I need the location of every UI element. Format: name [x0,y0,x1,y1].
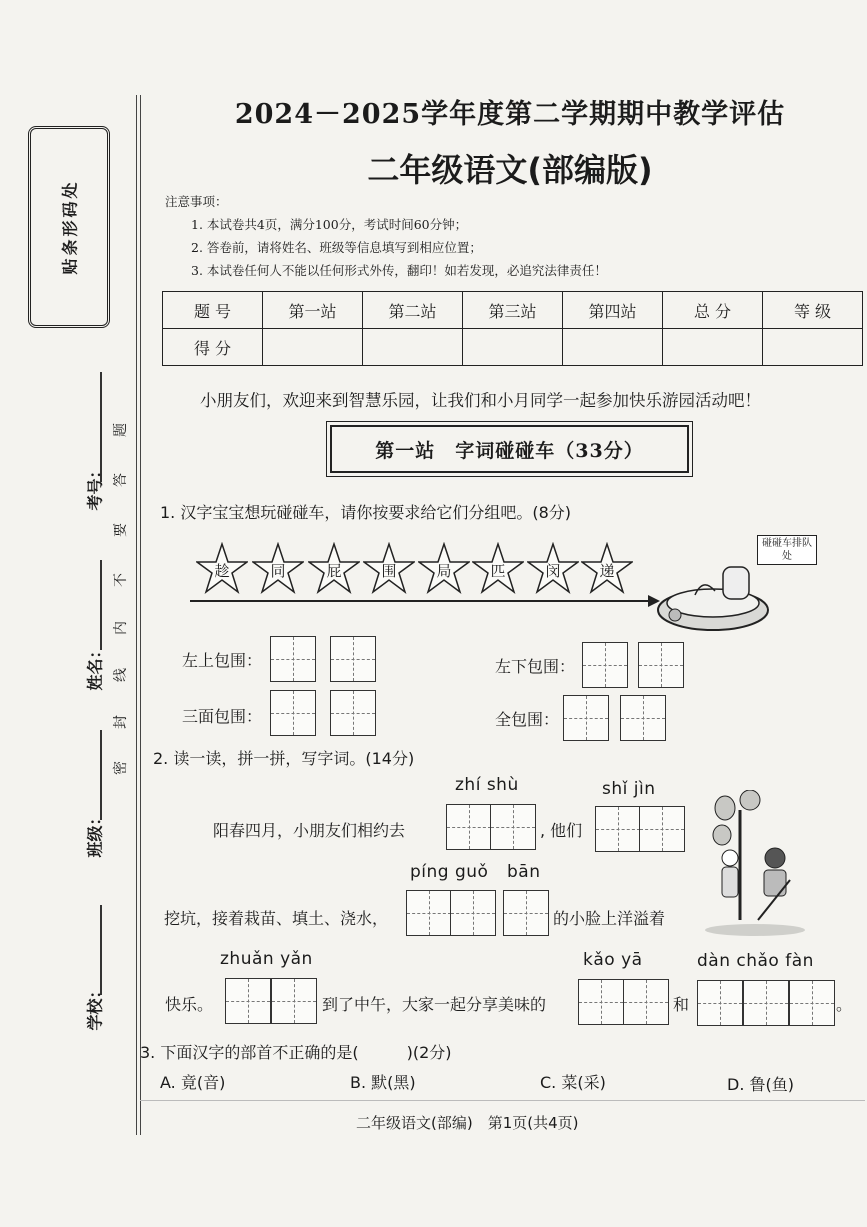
group-label: 左下包围： [495,657,576,676]
car-sign: 碰碰车排队处 [757,535,817,565]
q2-text: , 他们 [540,821,583,840]
star-char [581,542,633,594]
q2-text: 和 [673,995,690,1014]
answer-box[interactable] [330,690,376,736]
answer-box[interactable] [330,636,376,682]
star-char [527,542,579,594]
answer-box[interactable] [270,636,316,682]
q3-option[interactable]: A. 竟(音) [160,1073,226,1092]
seal-char: 封 [113,715,129,729]
q1-prompt: 1. 汉字宝宝想玩碰碰车，请你按要求给它们分组吧。(8分) [160,503,572,522]
answer-box[interactable] [623,979,669,1025]
q2-text: 阳春四月，小朋友们相约去 [213,821,406,840]
q2-text: 挖坑，接着栽苗、填土、浇水， [164,909,389,928]
exam-year-title: 2024－2025学年度第二学期期中教学评估 [234,99,786,130]
star-char-label: 趁 [214,562,230,580]
pinyin: zhí shù [455,775,519,795]
answer-box[interactable] [582,642,628,688]
note-item: 1. 本试卷共4页，满分100分，考试时间60分钟； [191,217,468,232]
score-header-cell: 等 级 [763,292,863,329]
star-char-label: 局 [436,562,452,580]
star-char [418,542,470,594]
section-banner: 第一站 字词碰碰车（33分） [330,425,689,473]
score-header-cell: 第三站 [463,292,563,329]
score-cell[interactable] [663,329,763,366]
answer-box[interactable] [595,806,641,852]
q2-text: 到了中午，大家一起分享美味的 [322,995,547,1014]
score-header-cell: 总 分 [663,292,763,329]
arrow-line [190,594,660,608]
answer-box[interactable] [638,642,684,688]
score-table-header-row [163,292,863,329]
class-line [100,730,102,820]
q3-option[interactable]: C. 菜(采) [540,1073,606,1092]
star-char-label: 递 [599,562,615,580]
score-header-cell: 题 号 [163,292,263,329]
star-char-label: 匹 [490,562,506,580]
answer-box[interactable] [450,890,496,936]
score-table [162,291,863,366]
answer-box[interactable] [743,980,789,1026]
answer-box[interactable] [697,980,743,1026]
exam-subject-title: 二年级语文(部编版) [367,151,653,189]
q2-prompt: 2. 读一读，拼一拼，写字词。(14分) [153,749,415,768]
notes-heading: 注意事项： [165,194,228,209]
pinyin: zhuǎn yǎn [220,949,313,969]
score-header-cell: 第四站 [563,292,663,329]
intro-text: 小朋友们，欢迎来到智慧乐园，让我们和小月同学一起参加快乐游园活动吧！ [200,391,761,410]
star-char [252,542,304,594]
pinyin: shǐ jìn [602,779,656,799]
answer-box[interactable] [271,978,317,1024]
name-line [100,560,102,650]
group-label: 三面包围： [182,707,263,726]
note-item: 2. 答卷前，请将姓名、班级等信息填写到相应位置； [191,240,482,255]
answer-box[interactable] [270,690,316,736]
q3-option[interactable]: B. 默(黑) [350,1073,416,1092]
bumper-car-icon [655,555,775,635]
binding-line-2 [140,95,141,1135]
star-char-label: 同 [270,562,286,580]
answer-box[interactable] [563,695,609,741]
class-label: 班级： [85,809,105,858]
q2-text: 。 [836,995,853,1014]
seal-char: 密 [113,761,129,775]
pinyin: píng guǒ [410,862,489,882]
answer-box[interactable] [578,979,624,1025]
seal-char: 要 [113,523,129,537]
answer-box[interactable] [225,978,271,1024]
answer-box[interactable] [639,806,685,852]
score-header-cell: 第一站 [263,292,363,329]
answer-box[interactable] [406,890,452,936]
star-char-label: 闵 [545,562,561,580]
star-char [472,542,524,594]
barcode-box [28,126,110,328]
exam-no-label: 考号： [85,462,105,511]
barcode-label: 贴条形码处 [60,179,80,275]
note-item: 3. 本试卷任何人不能以任何形式外传，翻印！如若发现，必追究法律责任！ [191,263,607,278]
answer-box[interactable] [446,804,492,850]
group-label: 左上包围： [182,651,263,670]
star-char [363,542,415,594]
answer-box[interactable] [503,890,549,936]
group-label: 全包围： [495,710,560,729]
page-footer: 二年级语文(部编) 第1页(共4页) [356,1114,579,1132]
q2-text: 快乐。 [165,995,214,1014]
binding-line [136,95,137,1135]
score-header-cell: 第二站 [363,292,463,329]
notes [165,190,607,282]
score-cell[interactable] [363,329,463,366]
star-char-label: 围 [381,562,397,580]
answer-box[interactable] [490,804,536,850]
seal-char: 题 [113,423,129,437]
name-label: 姓名： [85,642,105,691]
seal-char: 内 [113,621,129,635]
score-cell[interactable] [263,329,363,366]
q3-option[interactable]: D. 鲁(鱼) [727,1075,794,1094]
star-char [196,542,248,594]
score-cell[interactable] [463,329,563,366]
star-char [308,542,360,594]
seal-char: 不 [113,573,129,587]
q3-prompt: 3. 下面汉字的部首不正确的是( )(2分) [140,1043,452,1062]
score-cell[interactable] [763,329,863,366]
seal-char: 线 [113,668,129,682]
seal-char: 答 [113,473,129,487]
school-label: 学校： [85,982,105,1031]
answer-box[interactable] [789,980,835,1026]
footer-divider [140,1100,865,1101]
answer-box[interactable] [620,695,666,741]
pinyin: bān [507,862,541,882]
kids-planting-tree-icon [700,790,810,940]
score-row-label: 得 分 [163,329,263,366]
score-table-score-row [163,329,863,366]
star-char-label: 屁 [326,562,342,580]
score-cell[interactable] [563,329,663,366]
q2-text: 的小脸上洋溢着 [553,909,666,928]
pinyin: dàn chǎo fàn [697,951,814,971]
pinyin: kǎo yā [583,950,643,970]
